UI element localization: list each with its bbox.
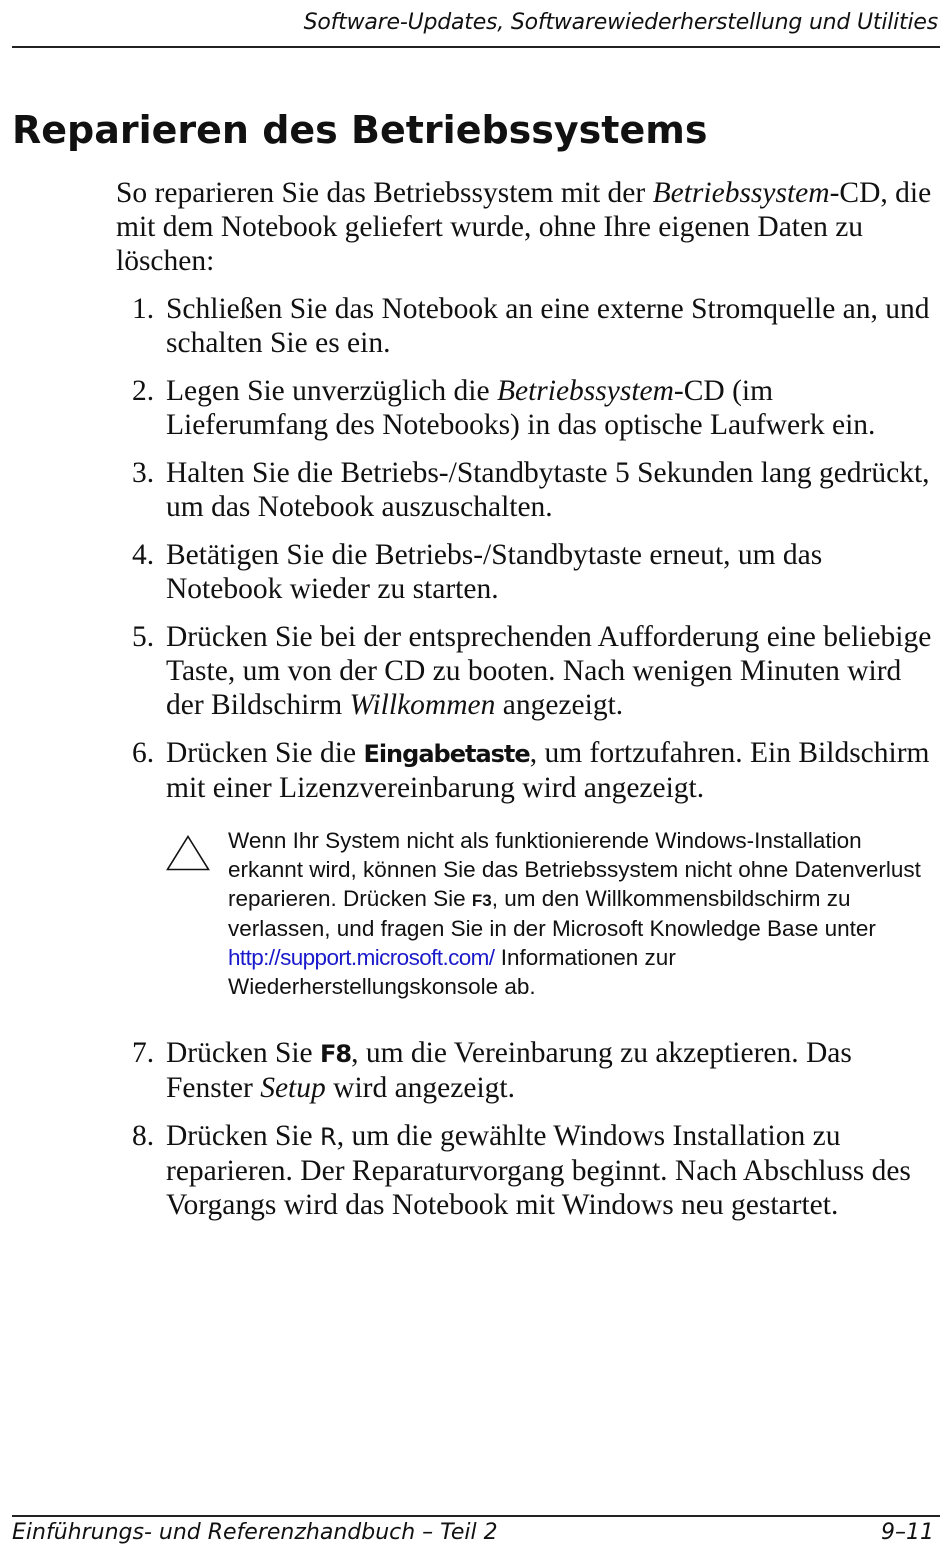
step-text: Betätigen Sie die Betriebs-/Standbytaste erneut, um das Notebook wieder zu starten. (166, 539, 823, 605)
intro-emphasis: Betriebssystem (652, 177, 830, 209)
intro-paragraph (116, 176, 936, 278)
footer-rule (12, 1515, 940, 1517)
caution-note (166, 827, 936, 1002)
step-text-after: wird angezeigt. (325, 1071, 515, 1104)
caution-triangle-icon (166, 835, 210, 871)
step-text-after: , um fortzufahren. Ein Bildschirm mit einer Lizenzvereinbarung wird angezeigt. (166, 737, 930, 804)
steps-list (116, 292, 936, 805)
list-item-step-2 (116, 374, 936, 442)
key-label: F3 (471, 890, 492, 910)
running-header: Software-Updates, Softwarewiederherstellung und Utilities (303, 10, 938, 35)
step-emphasis: Setup (260, 1071, 326, 1104)
page-number: 9–11 (881, 1520, 934, 1545)
step-number: 5. (132, 621, 155, 653)
step-emphasis: Willkommen (349, 689, 496, 721)
caution-text: Informationen zur Wiederherstellungskonsole ab. (228, 945, 676, 999)
step-number: 2. (132, 375, 155, 407)
step-text-before: Drücken Sie (166, 1036, 321, 1069)
list-item-step-8 (116, 1119, 936, 1222)
support-link[interactable]: http://support.microsoft.com/ (228, 945, 495, 971)
step-text-before: Drücken Sie bei der entsprechenden Aufforderung eine beliebige Taste, um von der CD zu booten. Nach wenigen Minuten wird der Bildschirm (166, 621, 932, 721)
step-text-before: Legen Sie unverzüglich die (166, 375, 497, 407)
step-number: 4. (132, 539, 155, 571)
intro-text-before: So reparieren Sie das Betriebssystem mit der (116, 177, 653, 209)
step-number: 3. (132, 457, 155, 489)
step-number: 6. (132, 737, 155, 769)
step-text-after: , um die gewählte Windows Installation zu reparieren. Der Reparaturvorgang beginnt. Nach Abschluss des Vorgangs wird das Notebook mit Windows neu gestartet. (166, 1119, 911, 1221)
key-label: F8 (320, 1039, 352, 1068)
list-item-step-7 (116, 1036, 936, 1105)
list-item-step-1 (116, 292, 936, 360)
step-emphasis: Betriebssystem (496, 375, 674, 407)
list-item-step-4 (116, 538, 936, 606)
step-text: Halten Sie die Betriebs-/Standbytaste 5 Sekunden lang gedrückt, um das Notebook auszuschalten. (166, 457, 930, 523)
step-text-after: angezeigt. (495, 689, 624, 721)
list-item-step-6 (116, 736, 936, 805)
section-title: Reparieren des Betriebssystems (12, 108, 708, 152)
step-number: 7. (132, 1036, 155, 1069)
list-item-step-3 (116, 456, 936, 524)
footer-book-title: Einführungs- und Referenzhandbuch – Teil 2 (12, 1520, 498, 1545)
key-label: Eingabetaste (363, 740, 530, 768)
steps-list-continued (116, 1036, 936, 1222)
caution-text: , um den Willkommensbildschirm zu verlassen, und fragen Sie in der Microsoft Knowledge Base unter (228, 885, 876, 942)
header-rule (12, 46, 940, 48)
step-text-before: Drücken Sie (166, 1119, 321, 1152)
main-content (116, 176, 936, 1236)
step-text-after: -CD (im Lieferumfang des Notebooks) in das optische Laufwerk ein. (166, 375, 876, 441)
caution-text: Wenn Ihr System nicht als funktionierende Windows-Installation erkannt wird, können Sie das Betriebssystem nicht ohne Datenverlust reparieren. Drücken Sie (228, 828, 921, 911)
step-number: 8. (132, 1119, 155, 1152)
key-label: R (320, 1122, 337, 1151)
step-number: 1. (132, 293, 155, 325)
step-text: Schließen Sie das Notebook an eine externe Stromquelle an, und schalten Sie es ein. (166, 293, 930, 359)
step-text-before: Drücken Sie die (166, 737, 364, 769)
list-item-step-5 (116, 620, 936, 722)
step-text-middle: , um die Vereinbarung zu akzeptieren. Das Fenster (166, 1036, 852, 1104)
intro-text-after: -CD, die mit dem Notebook geliefert wurde, ohne Ihre eigenen Daten zu löschen: (116, 177, 932, 277)
